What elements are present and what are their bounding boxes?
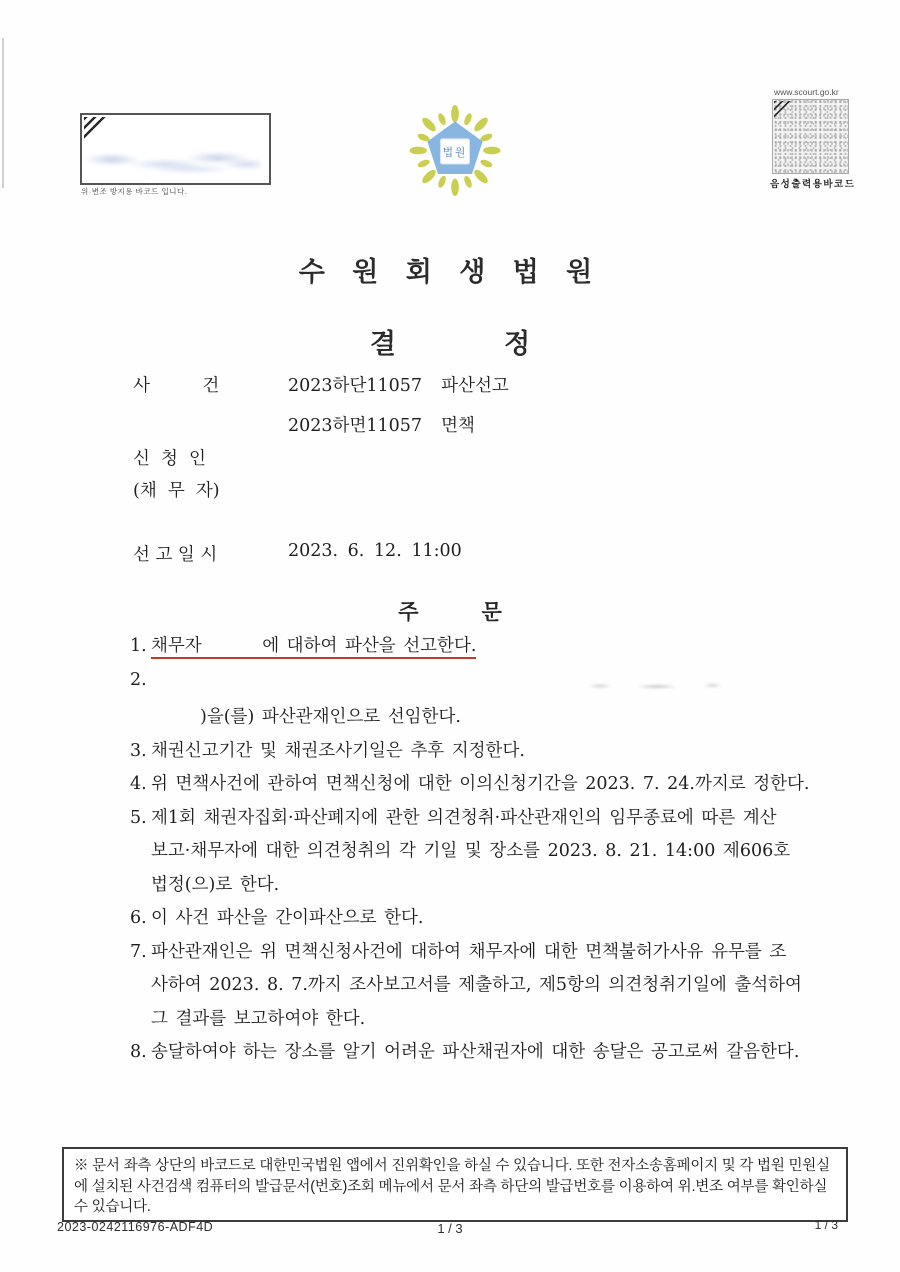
order-line: 4. 위 면책사건에 관하여 면책신청에 대한 이의신청기간을 2023. 7. 24.까지로 정한다.: [130, 774, 810, 794]
anti-forgery-barcode: [80, 113, 271, 185]
order-line: 8. 송달하여야 하는 장소를 알기 어려운 파산채권자에 대한 송달은 공고로써 갈음한다.: [130, 1042, 800, 1062]
order-line: 5. 제1회 채권자집회·파산폐지에 관한 의견청취·파산관재인의 임무종료에 따른 계산: [130, 807, 777, 828]
issuance-number: 2023-0242116976-ADF4D: [57, 1220, 214, 1234]
case-number-1: 2023하단11057 파산선고: [288, 376, 509, 396]
court-emblem-icon: [406, 104, 504, 196]
emblem-text: 법원: [442, 146, 468, 159]
case-number-2: 2023하면11057 면책: [288, 416, 475, 436]
order-line: 7. 파산관재인은 위 면책신청사건에 대하여 채무자에 대한 면책불허가사유 유무를 조: [130, 941, 787, 962]
order-line: 그 결과를 보고하여야 한다.: [151, 1008, 366, 1029]
document-type-title: 결 정: [369, 329, 531, 360]
scan-artifact: [2, 38, 4, 188]
barcode-print-smudge: [86, 145, 261, 177]
order-list: [130, 636, 870, 1072]
order-line: 사하여 2023. 8. 7.까지 조사보고서를 제출하고, 제5항의 의견청취기일에 출석하여: [151, 975, 802, 995]
ruling-datetime-label: 선 고 일 시: [133, 545, 218, 565]
redaction-smudge: [585, 680, 735, 692]
applicant-label: 신 청 인: [133, 449, 206, 469]
case-label: 사 건: [133, 376, 220, 396]
verification-notice: ※ 문서 좌측 상단의 바코드로 대한민국법원 앱에서 진위확인을 하실 수 있습니다. 또한 전자소송홈페이지 및 각 법원 민원실에 설치된 사건검색 컴퓨터의 발급문서(번호)조회 메뉴에서 문서 좌측 하단의 발급번호를 이용하여 위.변조 여부를 확인하실 수 있습니다.: [62, 1147, 848, 1222]
barcode-corner-stripes-icon: [774, 101, 792, 119]
scourt-url: www.scourt.go.kr: [774, 87, 839, 97]
ruling-datetime-value: 2023. 6. 12. 11:00: [288, 541, 462, 561]
bankruptcy-declaration-underlined: 채무자 에 대하여 파산을 선고한다.: [151, 636, 476, 659]
court-name-title: 수 원 회 생 법 원: [298, 257, 602, 288]
voice-barcode-label: 음성출력용바코드: [770, 179, 856, 190]
anti-forgery-caption: 위·변조 방지용 바코드 입니다.: [81, 187, 188, 196]
page-number-center: 1 / 3: [437, 1221, 463, 1236]
order-line: 법정(으)로 한다.: [151, 874, 280, 895]
order-line: 6. 이 사건 파산을 간이파산으로 한다.: [130, 908, 424, 928]
order-line: 2.: [130, 669, 147, 690]
order-line: 1. 채무자 에 대하여 파산을 선고한다.: [130, 636, 870, 670]
order-line: )을(를) 파산관재인으로 선임한다.: [200, 707, 461, 727]
voice-output-barcode: [772, 99, 849, 174]
order-heading: 주 문: [398, 599, 502, 624]
order-line: 보고·채무자에 대한 의견청취의 각 기일 및 장소를 2023. 8. 21. 14:00 제606호: [151, 841, 791, 861]
debtor-label: (채 무 자): [133, 481, 220, 501]
order-line: 3. 채권신고기간 및 채권조사기일은 추후 지정한다.: [130, 740, 525, 761]
barcode-corner-stripes-icon: [84, 117, 110, 143]
page-number-right: 1 / 3: [814, 1218, 838, 1232]
